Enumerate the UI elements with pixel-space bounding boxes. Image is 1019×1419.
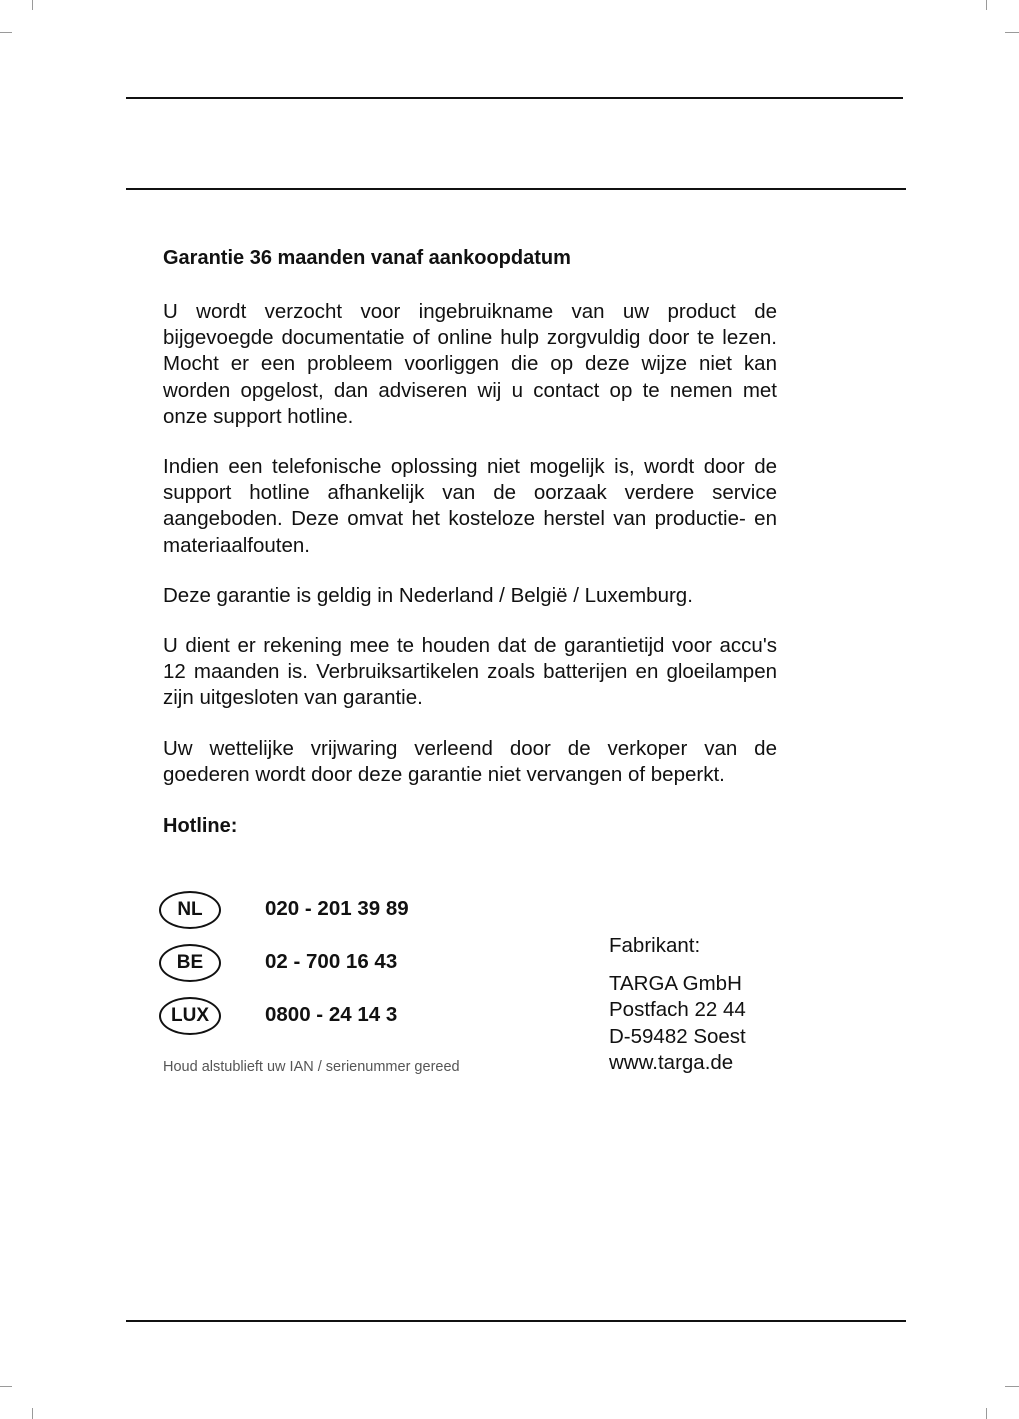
manufacturer-label: Fabrikant: <box>609 934 701 957</box>
hotline-list <box>163 0 563 1419</box>
crop-mark <box>1005 1386 1019 1387</box>
page-title: Garantie 36 maanden vanaf aankoopdatum <box>163 247 571 269</box>
crop-mark <box>986 1408 987 1419</box>
serial-number-note: Houd alstublieft uw IAN / serienummer gereed <box>163 1059 460 1075</box>
warranty-paragraph: U dient er rekening mee te houden dat de garantietijd voor accu's 12 maanden is. Verbruiksartikelen zoals batterijen en gloeilampen zijn uitgesloten van garantie. <box>163 634 777 710</box>
warranty-paragraph: Deze garantie is geldig in Nederland / België / Luxemburg. <box>163 583 693 607</box>
country-badge-nl: NL <box>159 891 221 929</box>
crop-mark <box>1005 32 1019 33</box>
crop-mark <box>0 32 12 33</box>
country-badge-lux: LUX <box>159 997 221 1035</box>
crop-mark <box>32 0 33 10</box>
manufacturer-street: Postfach 22 44 <box>609 998 746 1022</box>
manufacturer-name: TARGA GmbH <box>609 972 742 996</box>
warranty-paragraph: Uw wettelijke vrijwaring verleend door de verkoper van de goederen wordt door deze garantie niet vervangen of beperkt. <box>163 736 777 786</box>
manufacturer-city: D-59482 Soest <box>609 1024 746 1048</box>
crop-mark <box>986 0 987 10</box>
phone-number: 020 - 201 39 89 <box>265 897 409 920</box>
phone-number: 02 - 700 16 43 <box>265 950 398 973</box>
warranty-paragraph: Indien een telefonische oplossing niet mogelijk is, wordt door de support hotline afhankelijk van de oorzaak verdere service aangeboden. Deze omvat het kosteloze herstel van productie- en materiaalfouten. <box>163 455 777 557</box>
hotline-title: Hotline: <box>163 815 238 838</box>
country-badge-be: BE <box>159 944 221 982</box>
manufacturer-website: www.targa.de <box>609 1050 734 1074</box>
crop-mark <box>0 1386 12 1387</box>
warranty-paragraph: U wordt verzocht voor ingebruikname van uw product de bijgevoegde documentatie of online hulp zorgvuldig door te lezen. Mocht er een probleem voorliggen die op deze wijze niet kan worden opgelost, dan adviseren wij u contact op te nemen met onze support hotline. <box>163 300 777 428</box>
phone-number: 0800 - 24 14 3 <box>265 1003 398 1026</box>
manufacturer-address <box>609 933 809 1076</box>
crop-mark <box>32 1408 33 1419</box>
